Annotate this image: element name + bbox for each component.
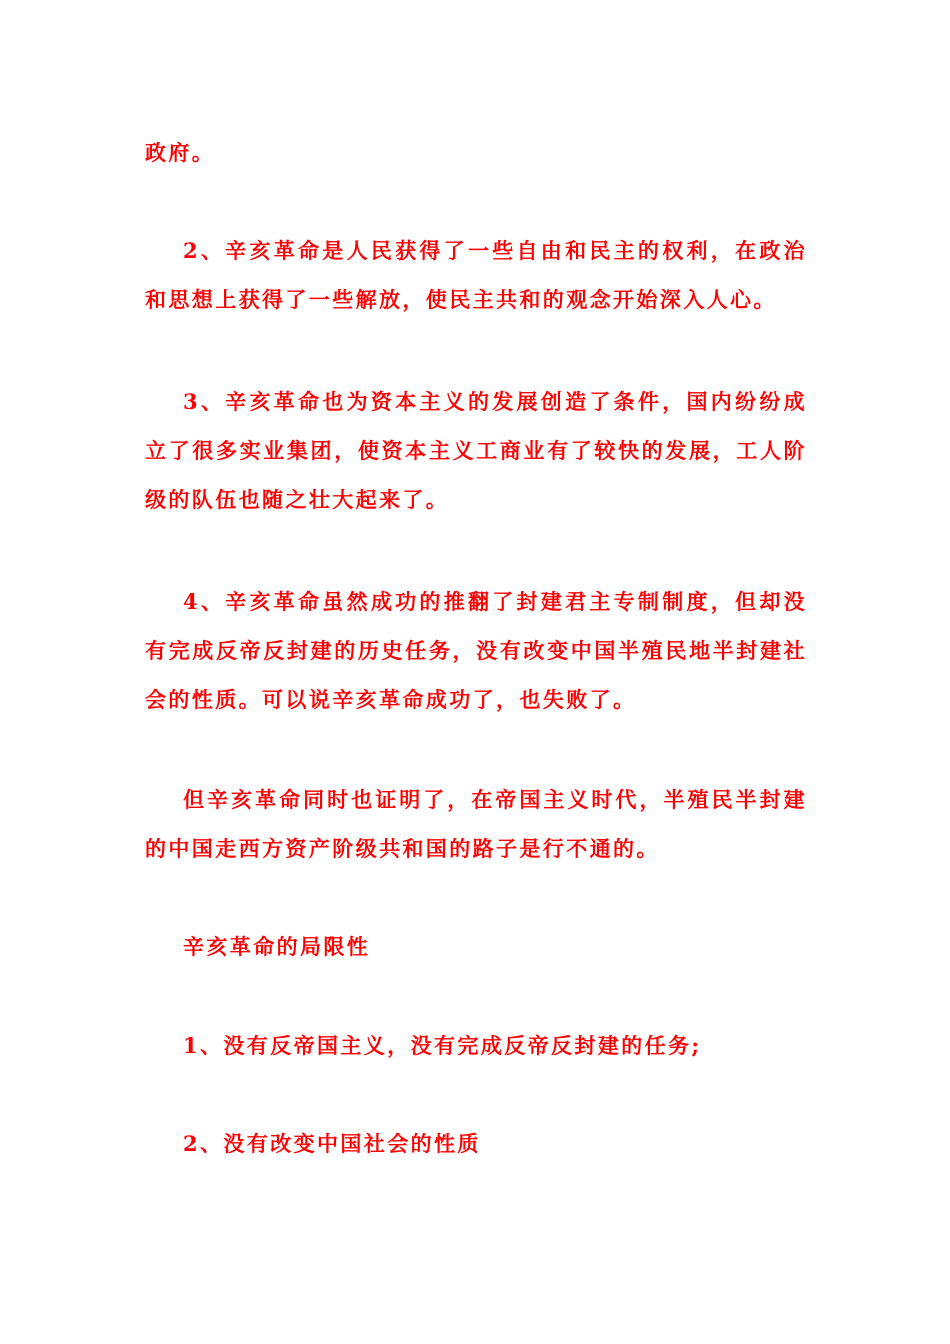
limitation-item-1: 1、没有反帝国主义，没有完成反帝反封建的任务; — [183, 1033, 702, 1058]
section-heading-limitations: 辛亥革命的局限性 — [183, 934, 371, 959]
paragraph-point-4: 4、辛亥革命虽然成功的推翻了封建君主专制制度，但却没有完成反帝反封建的历史任务，没有改变中国半殖民地半封建社会的性质。可以说辛亥革命成功了，也失败了。 — [145, 589, 807, 712]
paragraph-continuation: 政府。 — [145, 140, 216, 165]
paragraph-point-2: 2、辛亥革命是人民获得了一些自由和民主的权利，在政治和思想上获得了一些解放，使民主共和的观念开始深入人心。 — [145, 238, 807, 312]
paragraph-conclusion: 但辛亥革命同时也证明了，在帝国主义时代，半殖民半封建的中国走西方资产阶级共和国的路子是行不通的。 — [145, 787, 807, 861]
paragraph-point-3: 3、辛亥革命也为资本主义的发展创造了条件，国内纷纷成立了很多实业集团，使资本主义工商业有了较快的发展，工人阶级的队伍也随之壮大起来了。 — [145, 389, 807, 512]
limitation-item-2: 2、没有改变中国社会的性质 — [183, 1131, 481, 1156]
